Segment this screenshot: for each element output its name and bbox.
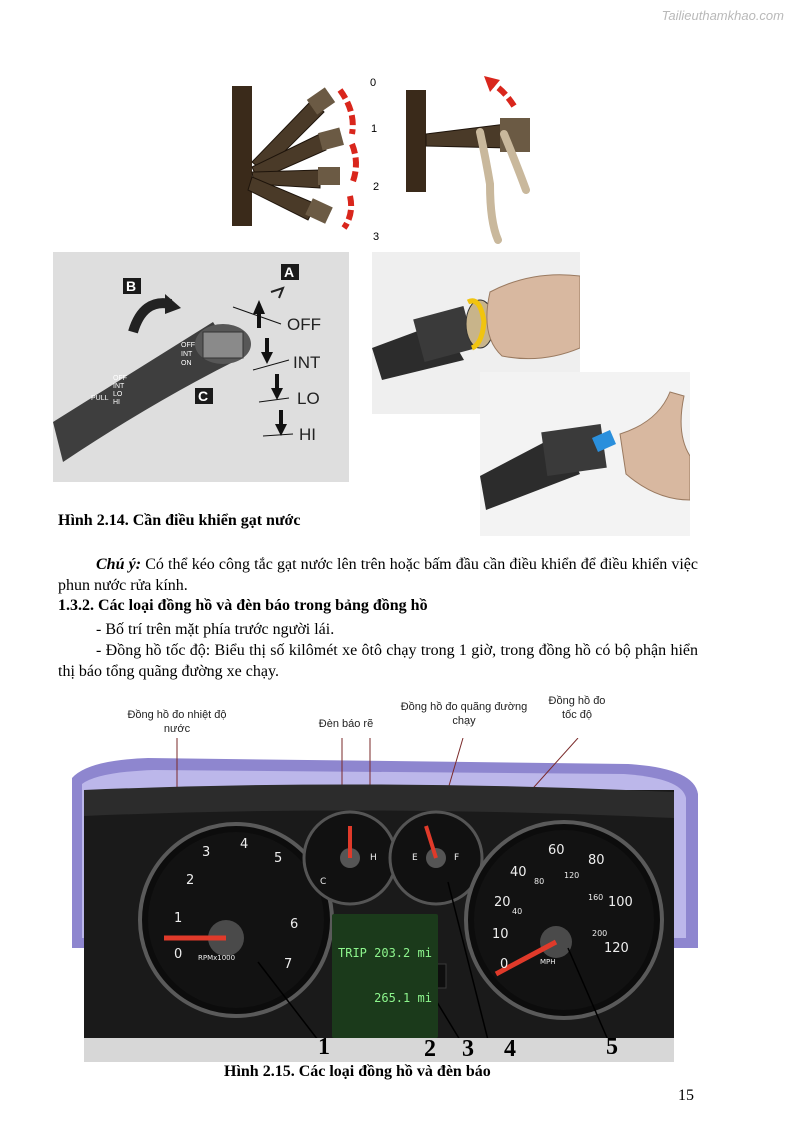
wiper-lever-diagram [53, 252, 349, 482]
tacho-num-6: 6 [290, 917, 299, 932]
label-3: 3 [462, 1036, 474, 1062]
badge-c-label: C [198, 388, 209, 404]
tacho-num-0: 0 [174, 947, 183, 962]
odometer-readout: 265.1 mi [374, 991, 432, 1005]
speedo-kmh-200: 200 [592, 929, 608, 938]
speedo-kmh-40: 40 [512, 907, 523, 916]
lever-mark-off: OFF [113, 375, 127, 382]
position-mark-3: 3 [373, 231, 380, 243]
tacho-num-3: 3 [202, 845, 211, 860]
position-int: INT [293, 353, 321, 372]
lever-mark-lo: LO [113, 391, 123, 398]
speedo-num-80: 80 [588, 853, 605, 868]
position-mark-2: 2 [373, 181, 380, 193]
fuel-empty: E [412, 853, 418, 863]
speedo-num-100: 100 [608, 895, 633, 910]
speedo-kmh-160: 160 [588, 893, 604, 902]
callout-odometer: Đồng hồ đo quãng đường chạy [400, 701, 528, 727]
callout-speedometer: Đồng hồ đo tốc độ [548, 695, 606, 721]
temp-hot: H [370, 853, 377, 863]
position-mark-0: 0 [370, 77, 377, 89]
watermark: Tailieuthamkhao.com [661, 8, 784, 23]
tacho-num-5: 5 [274, 851, 283, 866]
tacho-num-2: 2 [186, 873, 195, 888]
lever-mark-int-washer: INT [181, 351, 193, 358]
tacho-num-1: 1 [174, 911, 183, 926]
section-heading: 1.3.2. Các loại đồng hồ và đèn báo trong bảng đồng hồ [58, 597, 428, 614]
speedo-num-40: 40 [510, 865, 527, 880]
hand-pressing-photo [480, 372, 690, 536]
note-text: Có thể kéo công tắc gạt nước lên trên hoặc bấm đầu cần điều khiển để điều khiển việc phun nước rửa kính. [58, 556, 698, 594]
lever-mark-on-washer: ON [181, 360, 192, 367]
speedo-num-20: 20 [494, 895, 511, 910]
badge-a-label: A [284, 264, 295, 280]
figure-caption-2-14: Hình 2.14. Cần điều khiển gạt nước [58, 512, 301, 529]
position-marks [370, 77, 379, 243]
note-label: Chú ý: [96, 556, 142, 573]
lever-mark-hi: HI [113, 399, 120, 406]
trip-readout: TRIP 203.2 mi [338, 946, 432, 960]
wiper-position-labels [287, 315, 321, 444]
bullet-speedometer: - Đồng hồ tốc độ: Biểu thị số kilômét xe ôtô chạy trong 1 giờ, trong đồng hồ có bộ phận hiển thị báo tổng quãng đường xe chạy. [58, 642, 698, 680]
fuel-full: F [454, 853, 460, 863]
badge-b-label: B [126, 278, 137, 294]
speedo-num-10: 10 [492, 927, 509, 942]
speedo-kmh-80: 80 [534, 877, 545, 886]
label-1: 1 [318, 1034, 330, 1060]
page-number: 15 [678, 1087, 694, 1104]
bullet-position: - Bố trí trên mặt phía trước người lái. [96, 621, 335, 638]
lever-mark-off-washer: OFF [181, 342, 195, 349]
speedo-num-120: 120 [604, 941, 629, 956]
label-5: 5 [606, 1034, 618, 1060]
label-2: 2 [424, 1036, 436, 1062]
position-hi: HI [299, 425, 316, 444]
tacho-unit: RPMx1000 [198, 954, 236, 962]
callout-water-temp: Đồng hồ đo nhiệt độ nước [127, 709, 227, 735]
position-mark-1: 1 [371, 123, 378, 135]
wiper-icon [271, 288, 283, 298]
temp-cold: C [320, 877, 327, 887]
lever-mark-int: INT [113, 383, 125, 390]
speedo-unit: MPH [540, 958, 556, 966]
tacho-num-7: 7 [284, 957, 293, 972]
speedo-num-0: 0 [500, 957, 509, 972]
wiper-positions-figure [228, 72, 558, 244]
odometer-display [332, 914, 438, 1038]
figure-caption-2-15: Hình 2.15. Các loại đồng hồ và đèn báo [224, 1063, 491, 1080]
speedo-kmh-120: 120 [564, 871, 580, 880]
speedo-num-60: 60 [548, 843, 565, 858]
lever-mark-pull: PULL [91, 395, 109, 402]
callout-turn-signal: Đèn báo rẽ [318, 718, 374, 730]
position-off: OFF [287, 315, 321, 334]
label-4: 4 [504, 1036, 516, 1062]
instrument-cluster-photo [68, 738, 700, 1062]
note-paragraph [58, 554, 698, 596]
tacho-num-4: 4 [240, 837, 249, 852]
position-lo: LO [297, 389, 320, 408]
